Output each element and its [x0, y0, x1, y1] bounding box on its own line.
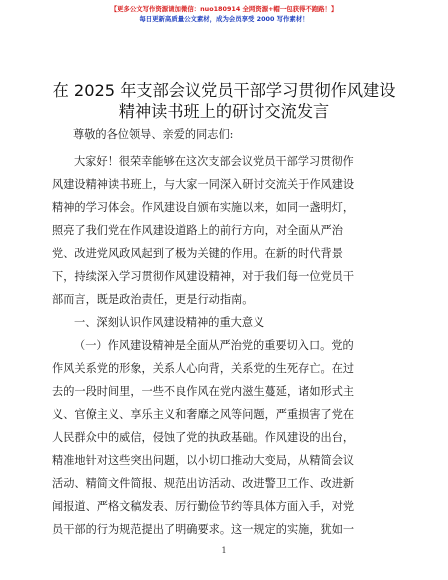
body-line: 义、官僚主义、享乐主义和奢靡之风等问题，严重损害了党在 [52, 408, 355, 421]
document-title [30, 80, 418, 122]
body-line: 闻报道、严格文稿发表、厉行勤俭节约等具体方面入手，对党 [52, 500, 355, 513]
page-number: 1 [221, 546, 227, 555]
title-line-1: 在 2025 年支部会议党员干部学习贯彻作风建设 [52, 81, 396, 100]
section-heading: 一、深刻认识作风建设精神的重大意义 [74, 316, 265, 329]
body-line: 下，持续深入学习贯彻作风建设精神，对于我们每一位党员干 [52, 270, 355, 283]
salutation: 尊敬的各位领导、亲爱的同志们: [73, 128, 234, 141]
body-line: 大家好！很荣幸能够在这次支部会议党员干部学习贯彻作 [74, 155, 354, 168]
body-line: 作风关系党的形象，关系人心向背，关系党的生死存亡。在过 [52, 362, 355, 375]
body-line: 去的一段时间里，一些不良作风在党内滋生蔓延，诸如形式主 [52, 385, 355, 398]
body-line: 党、改进党风政风起到了极为关键的作用。在新的时代背景 [52, 247, 343, 260]
body-line: 员干部的行为规范提出了明确要求。这一规定的实施，犹如一 [52, 523, 355, 536]
body-line: 精神的学习体会。作风建设自颁布实施以来，如同一盏明灯， [52, 201, 355, 214]
body-line: 人民群众中的威信，侵蚀了党的执政基础。作风建设的出台， [52, 431, 355, 444]
banner-member-line: 每日更新高质量公文素材，成为会员享受 2000 写作素材！ [139, 15, 309, 23]
body-line: 照亮了我们党在作风建设道路上的前行方向，对全面从严治 [52, 224, 343, 237]
subsection-heading-line: （一）作风建设精神是全面从严治党的重要切入口。党的 [74, 339, 354, 352]
header-banner [0, 5, 448, 24]
document-body [52, 150, 402, 541]
body-line: 精准地针对这些突出问题，以小切口推动大变局，从精简会议 [52, 454, 355, 467]
body-line: 活动、精简文件简报、规范出访活动、改进警卫工作、改进新 [52, 477, 355, 490]
body-line: 部而言，既是政治责任，更是行动指南。 [52, 293, 254, 306]
body-line: 风建设精神读书班上，与大家一同深入研讨交流关于作风建设 [52, 178, 355, 191]
title-line-2: 精神读书班上的研讨交流发言 [118, 102, 330, 121]
banner-promo-line: 【更多公文写作资源请加微信：nuo180914 全网资源+帽一包获得不跑路！】 [110, 5, 338, 13]
